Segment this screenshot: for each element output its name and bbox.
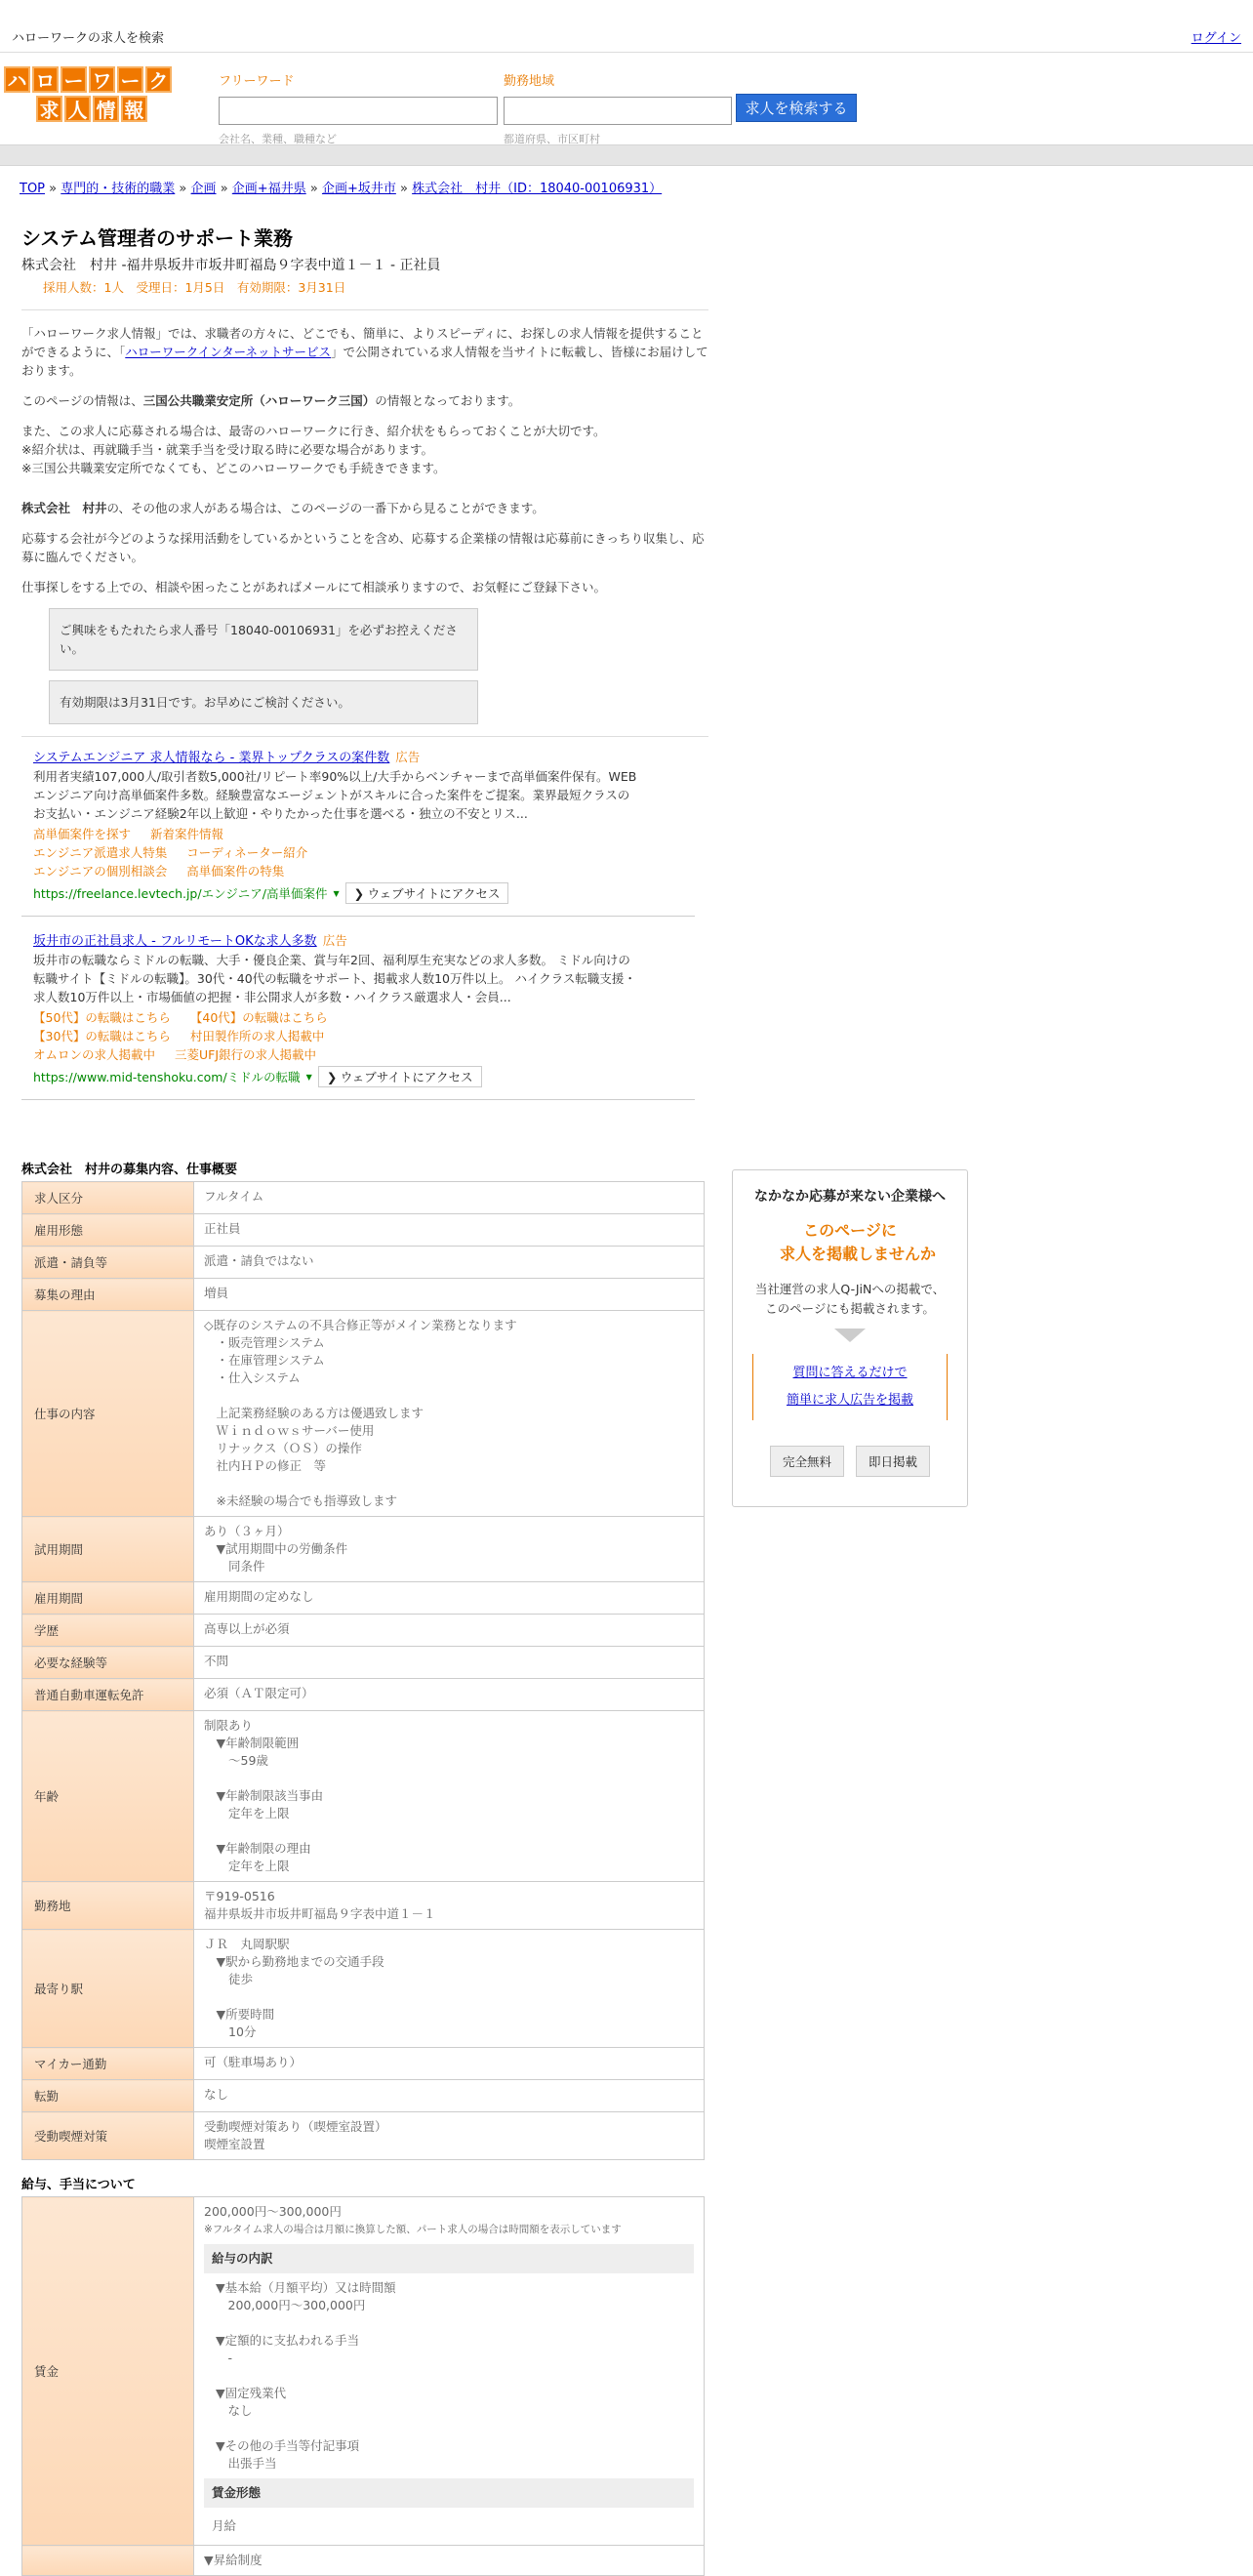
row-label: 転勤 xyxy=(22,2080,194,2112)
row-value: あり（３ヶ月） ▼試用期間中の労働条件 同条件 xyxy=(194,1517,705,1582)
salary-note: ※フルタイム求人の場合は月額に換算した額、パート求人の場合は時間額を表示しています xyxy=(204,2224,622,2235)
table-row xyxy=(22,2546,705,2576)
row-label: 受動喫煙対策 xyxy=(22,2112,194,2160)
salary-section xyxy=(21,2174,708,2576)
table-row xyxy=(22,1582,705,1615)
row-label: 求人区分 xyxy=(22,1182,194,1214)
area-label: 勤務地域 xyxy=(504,74,555,89)
logo-char: 報 xyxy=(121,96,147,122)
logo-char: ー xyxy=(61,66,87,93)
area-input[interactable] xyxy=(504,97,732,125)
ad-item xyxy=(21,917,695,1100)
row-value: 高専以上が必須 xyxy=(194,1615,705,1647)
ad-badge: 広告 xyxy=(322,933,347,948)
logo-char: ク xyxy=(145,66,172,93)
ad-sitelink[interactable]: 【50代】の転職はこちら xyxy=(33,1010,171,1025)
ad-sitelink[interactable]: 【30代】の転職はこちら xyxy=(33,1029,171,1043)
row-label: 勤務地 xyxy=(22,1882,194,1930)
keyword-input[interactable] xyxy=(219,97,498,125)
main-content xyxy=(21,223,708,2576)
breadcrumb-sep: » xyxy=(220,182,228,196)
row-label: 賃金 xyxy=(22,2197,194,2546)
source-text: このページの情報は、 xyxy=(21,393,143,408)
logo-char: ロ xyxy=(32,66,59,93)
row-value: ＪＲ 丸岡駅駅 ▼駅から勤務地までの交通手段 徒歩 ▼所要時間 10分 xyxy=(194,1930,705,2048)
row-value: ◇既存のシステムの不具合修正等がメイン業務となります ・販売管理システム ・在庫管理システム ・仕入システム 上記業務経験のある方は優遇致します Ｗｉｎｄｏｗｓサーバー使用 リナックス（ＯＳ）の操作 社内ＨＰの修正 等 ※未経験の場合でも指導致します xyxy=(194,1311,705,1517)
other-jobs-text: の、その他の求人がある場合は、このページの一番下から見ることができます。 xyxy=(106,501,545,515)
area-search xyxy=(504,70,732,146)
breadcrumb-sep: » xyxy=(49,182,58,196)
intro-text: 」で公開されている求人情報を当サイトに転載し、皆様にお届けしております。 xyxy=(21,345,708,378)
table-row xyxy=(22,1647,705,1679)
ad-title-link[interactable]: 坂井市の正社員求人 - フルリモートOKな求人多数 xyxy=(33,934,317,949)
promo-catch-line: このページに xyxy=(803,1221,897,1240)
row-value: 正社員 xyxy=(194,1214,705,1247)
ad-sitelink[interactable]: オムロンの求人掲載中 xyxy=(33,1047,156,1062)
keyword-search xyxy=(219,70,498,146)
ad-sitelink[interactable]: 三菱UFJ銀行の求人掲載中 xyxy=(175,1047,317,1062)
row-label: 募集の理由 xyxy=(22,1279,194,1311)
ad-sitelinks xyxy=(33,825,695,880)
row-value: 派遣・請負ではない xyxy=(194,1247,705,1279)
ad-title-link[interactable]: システムエンジニア 求人情報なら - 業界トップクラスの案件数 xyxy=(33,751,390,765)
row-label: 最寄り駅 xyxy=(22,1930,194,2048)
logo-char: 求 xyxy=(36,96,62,122)
visit-website-label: ウェブサイトにアクセス xyxy=(340,1071,473,1084)
keyword-label: フリーワード xyxy=(219,74,295,89)
advice-paragraph: 応募する会社が今どのような採用活動をしているかということを含め、応募する企業様の情報は応募前にきっちり収集し、応募に臨んでください。 xyxy=(21,531,705,564)
breadcrumb-sep: » xyxy=(309,182,318,196)
row-value: フルタイム xyxy=(194,1182,705,1214)
consult-paragraph: 仕事探しをする上での、相談や困ったことがあればメールにて相談承りますので、お気軽にご登録下さい。 xyxy=(21,580,607,594)
row-value: 受動喫煙対策あり（喫煙室設置） 喫煙室設置 xyxy=(194,2112,705,2160)
ad-sitelink[interactable]: 高単価案件を探す xyxy=(33,827,132,841)
logo-char: ー xyxy=(117,66,143,93)
table-row xyxy=(22,1279,705,1311)
table-row xyxy=(22,1615,705,1647)
row-label: 普通自動車運転免許 xyxy=(22,1679,194,1711)
ad-sitelink[interactable]: エンジニア派遣求人特集 xyxy=(33,845,168,860)
ad-url-row xyxy=(33,1066,695,1087)
row-label: 雇用形態 xyxy=(22,1214,194,1247)
row-label: 年齢 xyxy=(22,1711,194,1882)
table-row xyxy=(22,1930,705,2048)
promo-link[interactable]: 簡単に求人広告を掲載 xyxy=(786,1393,913,1408)
ad-sitelink[interactable]: 村田製作所の求人掲載中 xyxy=(189,1029,325,1043)
salary-form-title: 賃金形態 xyxy=(204,2478,694,2508)
arrow-down-icon xyxy=(834,1329,866,1342)
table-row xyxy=(22,1182,705,1214)
company-name: 株式会社 村井 xyxy=(21,501,107,515)
row-value: 〒919-0516 福井県坂井市坂井町福島９字表中道１－１ xyxy=(194,1882,705,1930)
table-row xyxy=(22,2197,705,2546)
expiry-note: 有効期限は3月31日です。お早めにご検討ください。 xyxy=(49,680,478,724)
row-label: 必要な経験等 xyxy=(22,1647,194,1679)
ad-item xyxy=(21,737,695,917)
caret-down-icon: ▼ xyxy=(305,1072,312,1082)
table-row xyxy=(22,1679,705,1711)
promo-catch xyxy=(733,1219,967,1266)
row-value: 制限あり ▼年齢制限範囲 〜59歳 ▼年齢制限該当事由 定年を上限 ▼年齢制限の理由 定年を上限 xyxy=(194,1711,705,1882)
job-title: システム管理者のサポート業務 xyxy=(21,226,293,250)
source-paragraph xyxy=(21,391,708,410)
ad-description: 利用者実績107,000人/取引者数5,000社/リピート率90%以上/大手からベンチャーまで高単価案件保有。WEBエンジニア向け高単価案件多数。経験豊富なエージェントがスキルに合った案件をご提案。業界最短クラスのお支払い・エンジニア経験2年以上歓迎・やりたかった仕事を選べる・独立の不安とリス... xyxy=(33,769,637,821)
site-title: ハローワークの求人を検索 xyxy=(12,31,165,46)
table-row xyxy=(22,2048,705,2080)
chevron-right-icon: ❯ xyxy=(326,1071,341,1084)
breadcrumb-company[interactable]: 株式会社 村井（ID：18040-00106931） xyxy=(412,182,663,196)
logo-row-2 xyxy=(4,96,180,122)
ad-url[interactable]: https://www.mid-tenshoku.com/ミドルの転職 xyxy=(33,1070,301,1084)
logo-char: 人 xyxy=(64,96,91,122)
table-row xyxy=(22,1214,705,1247)
source-office: 三国公共職業安定所（ハローワーク三国） xyxy=(142,393,376,408)
logo-char: 情 xyxy=(93,96,119,122)
row-label: マイカー通勤 xyxy=(22,2048,194,2080)
logo-char: ハ xyxy=(4,66,30,93)
row-label: 派遣・請負等 xyxy=(22,1247,194,1279)
ad-sitelink[interactable]: エンジニアの個別相談会 xyxy=(33,864,168,879)
application-note: また、この求人に応募される場合は、最寄のハローワークに行き、紹介状をもらっておくことが大切です。 ※紹介状は、再就職手当・就業手当を受け取る時に必要な場合があります。 ※三国公共職業安定所でなくても、どこのハローワークでも手続きできます。 xyxy=(21,424,606,475)
company-line: 株式会社 村井 -福井県坂井市坂井町福島９字表中道１－１ - 正社員 xyxy=(21,258,441,273)
visit-website-label: ウェブサイトにアクセス xyxy=(367,887,501,901)
breadcrumb-sep: » xyxy=(179,182,187,196)
table-row xyxy=(22,1711,705,1882)
visit-website-button[interactable] xyxy=(318,1066,482,1087)
hellowork-logo[interactable] xyxy=(4,66,180,125)
ad-description: 坂井市の転職ならミドルの転職、大手・優良企業、賞与年2回、福利厚生充実などの求人多数。 ミドル向けの転職サイト【ミドルの転職】。30代・40代の転職をサポート、掲載求人数10万件以上。 ハイクラス転職支援・求人数10万件以上・市場価値の把握・非公開求人が多数・ハイクラス厳選求人・会員... xyxy=(33,953,636,1004)
table-row xyxy=(22,1517,705,1582)
promo-body: 当社運営の求人Q-JiNへの掲載で、 このページにも掲載されます。 xyxy=(754,1282,946,1316)
table-row xyxy=(22,2112,705,2160)
row-label: 雇用期間 xyxy=(22,1582,194,1615)
ad-url[interactable]: https://freelance.levtech.jp/エンジニア/高単価案件 xyxy=(33,886,328,901)
hellowork-internet-link[interactable]: ハローワークインターネットサービス xyxy=(125,345,332,359)
details-section xyxy=(21,1159,708,2160)
promo-title: なかなか応募が来ない企業様へ xyxy=(754,1189,946,1205)
promo-catch-line: 求人を掲載しませんか xyxy=(779,1245,936,1263)
promo-links xyxy=(752,1354,948,1420)
promo-buttons xyxy=(733,1446,967,1477)
job-meta: 採用人数：1人 受理日：1月5日 有効期限：3月31日 xyxy=(43,280,346,295)
table-row xyxy=(22,2080,705,2112)
logo-char: ワ xyxy=(89,66,115,93)
caret-down-icon: ▼ xyxy=(333,888,340,898)
details-heading: 株式会社 村井の募集内容、仕事概要 xyxy=(21,1163,238,1177)
breadcrumb-top[interactable]: TOP xyxy=(20,182,46,196)
intro-paragraph xyxy=(21,324,708,380)
row-value: ▼昇給制度 xyxy=(194,2546,705,2576)
employer-promo xyxy=(732,1169,968,1507)
top-bar xyxy=(0,0,1253,53)
table-row xyxy=(22,1247,705,1279)
row-label: 仕事の内容 xyxy=(22,1311,194,1517)
salary-breakdown: ▼基本給（月額平均）又は時間額 200,000円〜300,000円 ▼定額的に支払われる手当 - ▼固定残業代 なし ▼その他の手当等付記事項 出張手当 xyxy=(216,2280,396,2471)
area-hint: 都道府県、市区町村 xyxy=(504,133,600,145)
logo-row-1 xyxy=(4,66,180,93)
row-label: 学歴 xyxy=(22,1615,194,1647)
breadcrumb-city[interactable]: 企画+坂井市 xyxy=(321,182,396,196)
promo-link[interactable]: 質問に答えるだけで xyxy=(792,1366,908,1380)
table-row xyxy=(22,1311,705,1517)
salary-table xyxy=(21,2196,705,2576)
row-label xyxy=(22,2546,194,2576)
salary-breakdown-title: 給与の内訳 xyxy=(204,2244,694,2273)
salary-amount: 200,000円〜300,000円 xyxy=(204,2204,342,2219)
ad-url-row xyxy=(33,882,695,904)
other-jobs-note xyxy=(21,499,708,517)
ads-block xyxy=(21,736,708,1100)
ad-sitelinks xyxy=(33,1008,695,1064)
login-link[interactable]: ログイン xyxy=(1191,31,1241,46)
row-value: 不問 xyxy=(194,1647,705,1679)
divider-band xyxy=(0,144,1253,166)
breadcrumb xyxy=(20,178,662,196)
salary-form-value: 月給 xyxy=(212,2518,237,2533)
details-table xyxy=(21,1181,705,2160)
table-row xyxy=(22,1882,705,1930)
source-text: の情報となっております。 xyxy=(375,393,521,408)
row-value: 雇用期間の定めなし xyxy=(194,1582,705,1615)
visit-website-button[interactable] xyxy=(345,882,509,904)
free-button[interactable]: 完全無料 xyxy=(770,1446,844,1477)
search-button[interactable]: 求人を検索する xyxy=(736,94,857,122)
row-value: 増員 xyxy=(194,1279,705,1311)
keyword-hint: 会社名、業種、職種など xyxy=(219,133,337,145)
same-day-button[interactable]: 即日掲載 xyxy=(856,1446,930,1477)
breadcrumb-job-type[interactable]: 企画 xyxy=(190,182,217,196)
breadcrumb-category[interactable]: 専門的・技術的職業 xyxy=(61,182,176,196)
intro-text: 「ハローワーク求人情報」では、求職者の方々に、どこでも、簡単に、よりスピーディに、お探しの求人情報を提供することができるように、「 xyxy=(21,326,704,359)
chevron-right-icon: ❯ xyxy=(353,887,368,901)
job-number-note: ご興味をもたれたら求人番号「18040-00106931」を必ずお控えください。 xyxy=(49,608,478,671)
row-value: なし xyxy=(194,2080,705,2112)
row-label: 試用期間 xyxy=(22,1517,194,1582)
ad-sitelink[interactable]: コーディネーター紹介 xyxy=(186,845,308,860)
salary-heading: 給与、手当について xyxy=(21,2178,136,2192)
ad-sitelink[interactable]: 高単価案件の特集 xyxy=(186,864,285,879)
separator xyxy=(21,309,708,310)
ad-badge: 広告 xyxy=(395,750,421,764)
ad-sitelink[interactable]: 新着案件情報 xyxy=(150,827,224,841)
row-value xyxy=(194,2197,705,2546)
row-value: 必須（ＡＴ限定可） xyxy=(194,1679,705,1711)
ad-sitelink[interactable]: 【40代】の転職はこちら xyxy=(189,1010,328,1025)
breadcrumb-sep: » xyxy=(400,182,408,196)
breadcrumb-prefecture[interactable]: 企画+福井県 xyxy=(231,182,306,196)
row-value: 可（駐車場あり） xyxy=(194,2048,705,2080)
